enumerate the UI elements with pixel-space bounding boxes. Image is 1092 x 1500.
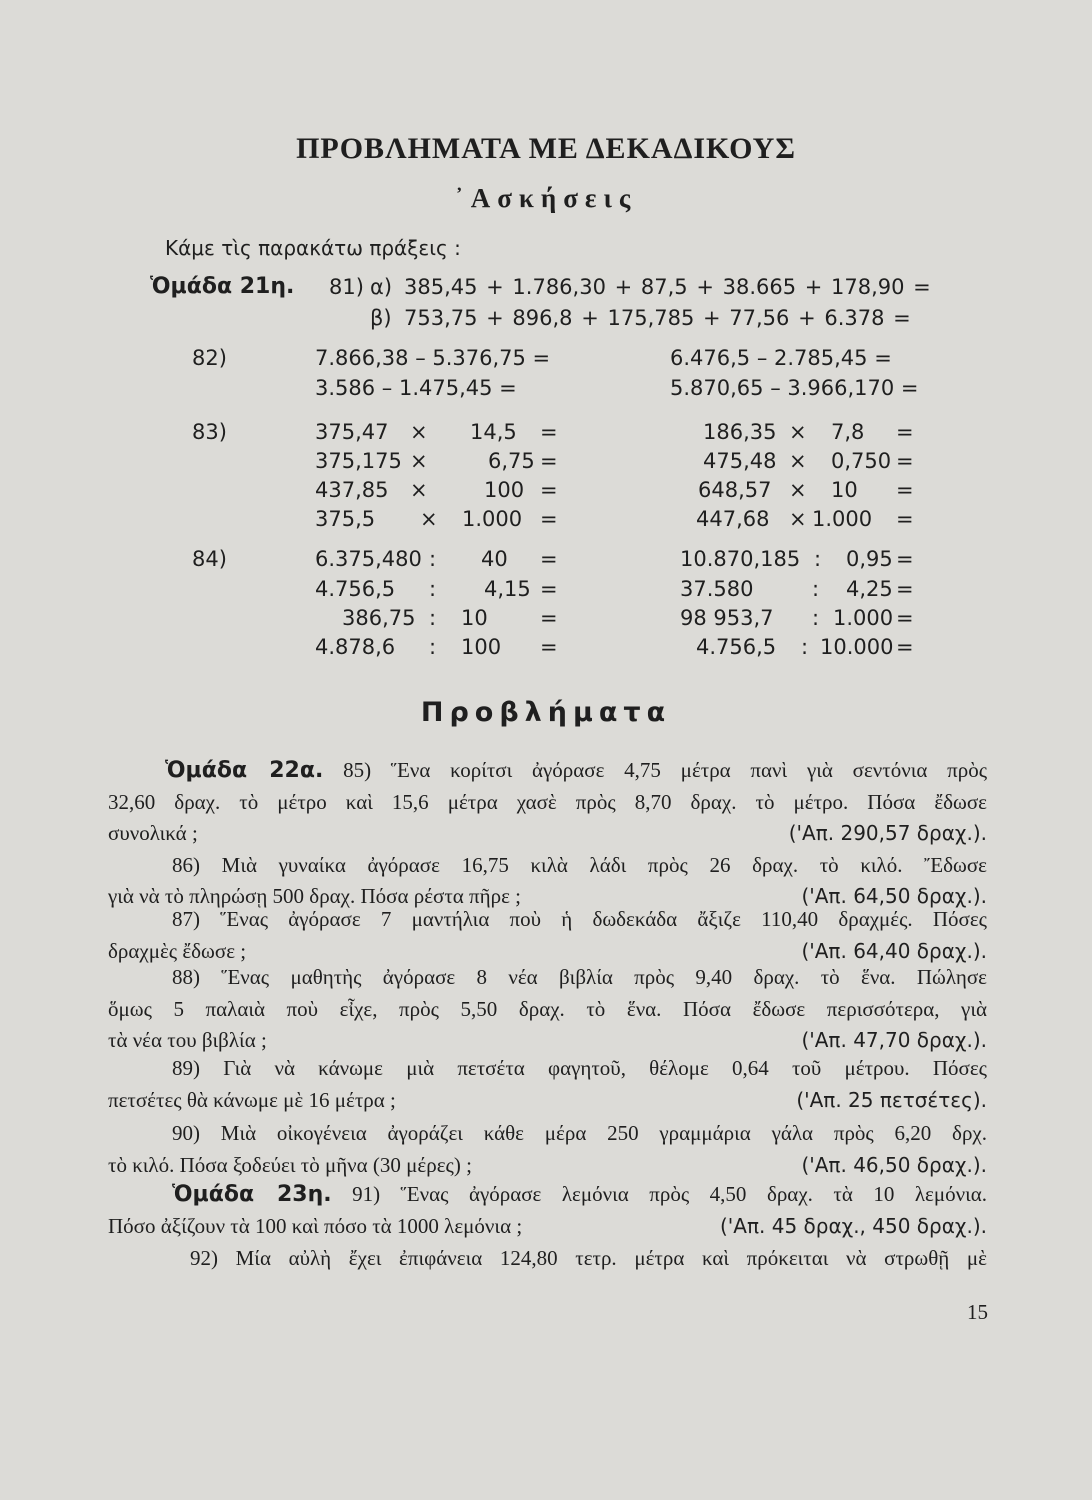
exercise-84-right-2-a: 37.580 bbox=[680, 577, 754, 601]
problem-92 bbox=[108, 1243, 987, 1275]
exercise-84-right-3-eq: = bbox=[896, 606, 914, 630]
exercise-84-right-1-a: 10.870,185 bbox=[680, 547, 801, 571]
problem-92-line-1: 92) Μία αὐλὴ ἔχει ἐπιφάνεια 124,80 τετρ. μέτρα καὶ πρόκειται νὰ στρωθῇ μὲ bbox=[190, 1246, 987, 1270]
exercise-84-left-1-op: : bbox=[429, 547, 437, 571]
exercise-83-left-3-b: 100 bbox=[484, 478, 525, 502]
problem-87-line-1: 87) Ἕνας ἀγόρασε 7 μαντήλια ποὺ ἡ δωδεκάδα ἄξιζε 110,40 δραχμές. Πόσες bbox=[172, 907, 987, 931]
exercise-82-right-1: 6.476,5 – 2.785,45 = bbox=[670, 346, 892, 370]
exercises-heading: ᾿Ασκήσεις bbox=[454, 183, 638, 213]
exercise-83-right-2-eq: = bbox=[896, 449, 914, 473]
exercise-84-left-4-a: 4.878,6 bbox=[315, 635, 396, 659]
exercise-83-right-4-a: 447,68 bbox=[696, 507, 770, 531]
exercise-84-left-1-a: 6.375,480 bbox=[315, 547, 422, 571]
exercise-84-left-3-eq: = bbox=[540, 606, 558, 630]
page-number: 15 bbox=[967, 1300, 988, 1324]
exercise-84-right-4-op: : bbox=[801, 635, 809, 659]
exercise-83-left-4-b: 1.000 bbox=[462, 507, 523, 531]
exercise-84-right-2-op: : bbox=[812, 577, 820, 601]
problem-90-answer: ('Απ. 46,50 δραχ.). bbox=[801, 1152, 987, 1177]
problems-heading: Προβλήματα bbox=[420, 697, 672, 728]
group-22-label: Ὁμάδα 22α. bbox=[165, 758, 324, 783]
exercise-83-right-3-a: 648,57 bbox=[698, 478, 772, 502]
exercise-84-right-3-a: 98 953,7 bbox=[680, 606, 774, 630]
exercise-83-number: 83) bbox=[192, 420, 227, 444]
exercise-83-left-3-a: 437,85 bbox=[315, 478, 389, 502]
exercise-84-left-1-b: 40 bbox=[481, 547, 508, 571]
exercise-84-right-1-eq: = bbox=[896, 547, 914, 571]
exercise-83-left-1-b: 14,5 bbox=[470, 420, 517, 444]
problem-85-line-2: 32,60 δραχ. τὸ μέτρο καὶ 15,6 μέτρα χασὲ πρὸς 8,70 δραχ. τὸ μέτρο. Πόσα ἔδωσε bbox=[108, 789, 987, 814]
exercise-84-right-4-a: 4.756,5 bbox=[696, 635, 777, 659]
problem-88-line-2: ὅμως 5 παλαιὰ ποὺ εἶχε, πρὸς 5,50 δραχ. τὸ ἕνα. Πόσα ἔδωσε περισσότερα, γιὰ bbox=[108, 996, 987, 1021]
exercise-84-right-3-op: : bbox=[812, 606, 820, 630]
exercise-83-left-4-op: × bbox=[420, 507, 438, 531]
problem-87-answer: ('Απ. 64,40 δραχ.). bbox=[801, 938, 987, 963]
problem-90-last: τὸ κιλό. Πόσα ξοδεύει τὸ μῆνα (30 μέρες) ; bbox=[108, 1152, 472, 1177]
group-23-label: Ὁμάδα 23η. bbox=[172, 1182, 332, 1207]
exercise-83-right-2-a: 475,48 bbox=[703, 449, 777, 473]
problem-90-line-1: 90) Μιὰ οἰκογένεια ἀγοράζει κάθε μέρα 250 γραμμάρια γάλα πρὸς 6,20 δρχ. bbox=[172, 1121, 987, 1145]
problem-89 bbox=[108, 1053, 987, 1116]
problem-89-answer: ('Απ. 25 πετσέτες). bbox=[796, 1087, 987, 1112]
exercise-83-right-3-b: 10 bbox=[831, 478, 858, 502]
exercise-84-left-4-b: 100 bbox=[461, 635, 502, 659]
exercise-83-left-4-eq: = bbox=[540, 507, 558, 531]
problem-85-line-1: 85) Ἕνα κορίτσι ἀγόρασε 4,75 μέτρα πανὶ γιὰ σεντόνια πρὸς bbox=[343, 758, 988, 782]
problem-85 bbox=[165, 755, 987, 787]
exercise-83-left-2-op: × bbox=[410, 449, 428, 473]
exercise-83-right-4-eq: = bbox=[896, 507, 914, 531]
exercise-84-left-4-op: : bbox=[429, 635, 437, 659]
problem-88-line-1: 88) Ἕνας μαθητὴς ἀγόρασε 8 νέα βιβλία πρὸς 9,40 δραχ. τὸ ἕνα. Πώλησε bbox=[172, 965, 987, 989]
instruction-text: Κάμε τὶς παρακάτω πράξεις : bbox=[165, 236, 461, 260]
exercise-84-right-1-b: 0,95 bbox=[846, 547, 893, 571]
exercise-84-left-3-op: : bbox=[429, 606, 437, 630]
exercise-83-left-3-op: × bbox=[410, 478, 428, 502]
exercise-84-number: 84) bbox=[192, 547, 227, 571]
exercise-81a-label: α) bbox=[370, 275, 393, 299]
exercise-84-left-2-op: : bbox=[429, 577, 437, 601]
exercise-83-left-2-b: 6,75 bbox=[488, 449, 535, 473]
problem-91-line-1: 91) Ἕνας ἀγόρασε λεμόνια πρὸς 4,50 δραχ. τὰ 10 λεμόνια. bbox=[352, 1182, 988, 1206]
problem-87 bbox=[108, 904, 987, 967]
problem-88 bbox=[108, 962, 987, 1057]
problem-88-answer: ('Απ. 47,70 δραχ.). bbox=[801, 1028, 987, 1053]
exercise-84-right-1-op: : bbox=[814, 547, 822, 571]
problem-86-last: γιὰ νὰ τὸ πληρώσῃ 500 δραχ. Πόσα ρέστα πῆρε ; bbox=[108, 884, 522, 909]
exercise-82-left-2: 3.586 – 1.475,45 = bbox=[315, 376, 517, 400]
problem-86-answer: ('Απ. 64,50 δραχ.). bbox=[801, 884, 987, 909]
exercise-83-left-2-a: 375,175 bbox=[315, 449, 402, 473]
exercise-83-left-1-eq: = bbox=[540, 420, 558, 444]
exercise-84-left-1-eq: = bbox=[540, 547, 558, 571]
exercise-81b-label: β) bbox=[370, 306, 392, 330]
exercise-81a: 385,45 + 1.786,30 + 87,5 + 38.665 + 178,90 = bbox=[404, 275, 931, 299]
exercise-83-right-4-b: 1.000 bbox=[812, 507, 873, 531]
problem-91-last: Πόσο ἀξίζουν τὰ 100 καὶ πόσο τὰ 1000 λεμόνια ; bbox=[108, 1213, 523, 1238]
exercise-84-right-4-eq: = bbox=[896, 635, 914, 659]
exercise-82-right-2: 5.870,65 – 3.966,170 = bbox=[670, 376, 919, 400]
exercise-83-right-1-op: × bbox=[789, 420, 807, 444]
exercise-84-right-3-b: 1.000 bbox=[833, 606, 894, 630]
exercise-84-right-2-eq: = bbox=[896, 577, 914, 601]
exercise-83-left-1-op: × bbox=[410, 420, 428, 444]
group-21-label: Ὁμάδα 21η. bbox=[150, 274, 295, 299]
exercise-84-right-2-b: 4,25 bbox=[846, 577, 893, 601]
exercise-83-right-2-b: 0,750 bbox=[831, 449, 892, 473]
exercise-81b: 753,75 + 896,8 + 175,785 + 77,56 + 6.378 = bbox=[404, 306, 911, 330]
exercise-83-right-1-eq: = bbox=[896, 420, 914, 444]
exercise-84-right-4-b: 10.000 bbox=[820, 635, 894, 659]
problem-85-last: συνολικά ; bbox=[108, 821, 198, 846]
problem-90 bbox=[108, 1118, 987, 1181]
exercise-82-left-1: 7.866,38 – 5.376,75 = bbox=[315, 346, 551, 370]
problem-86-line-1: 86) Μιὰ γυναίκα ἀγόρασε 16,75 κιλὰ λάδι πρὸς 26 δραχ. τὸ κιλό. Ἔδωσε bbox=[172, 852, 987, 877]
problem-91-answer: ('Απ. 45 δραχ., 450 δραχ.). bbox=[719, 1213, 987, 1238]
problem-89-last: πετσέτες θὰ κάνωμε μὲ 16 μέτρα ; bbox=[108, 1087, 396, 1112]
exercise-83-left-4-a: 375,5 bbox=[315, 507, 376, 531]
exercise-84-left-3-a: 386,75 bbox=[342, 606, 416, 630]
exercise-83-right-1-a: 186,35 bbox=[703, 420, 777, 444]
problem-85-body bbox=[108, 787, 987, 850]
exercise-84-left-3-b: 10 bbox=[461, 606, 488, 630]
exercise-84-left-4-eq: = bbox=[540, 635, 558, 659]
problem-91 bbox=[108, 1179, 987, 1242]
page-title: ΠΡΟΒΛΗΜΑΤΑ ΜΕ ΔΕΚΑΔΙΚΟΥΣ bbox=[296, 132, 796, 165]
exercise-83-right-3-op: × bbox=[789, 478, 807, 502]
exercise-83-left-2-eq: = bbox=[540, 449, 558, 473]
problem-89-line-1: 89) Γιὰ νὰ κάνωμε μιὰ πετσέτα φαγητοῦ, θέλομε 0,64 τοῦ μέτρου. Πόσες bbox=[172, 1056, 987, 1080]
exercise-83-right-3-eq: = bbox=[896, 478, 914, 502]
exercise-84-left-2-eq: = bbox=[540, 577, 558, 601]
exercise-81-number: 81) bbox=[329, 275, 364, 299]
exercise-83-left-3-eq: = bbox=[540, 478, 558, 502]
exercise-83-right-2-op: × bbox=[789, 449, 807, 473]
exercise-83-right-4-op: × bbox=[789, 507, 807, 531]
exercise-84-left-2-b: 4,15 bbox=[484, 577, 531, 601]
problem-85-answer: ('Απ. 290,57 δραχ.). bbox=[788, 821, 987, 846]
exercise-82-number: 82) bbox=[192, 346, 227, 370]
exercise-84-left-2-a: 4.756,5 bbox=[315, 577, 396, 601]
problem-88-last: τὰ νέα του βιβλία ; bbox=[108, 1028, 267, 1053]
problem-87-last: δραχμὲς ἔδωσε ; bbox=[108, 938, 247, 963]
exercise-83-left-1-a: 375,47 bbox=[315, 420, 389, 444]
exercise-83-right-1-b: 7,8 bbox=[831, 420, 865, 444]
